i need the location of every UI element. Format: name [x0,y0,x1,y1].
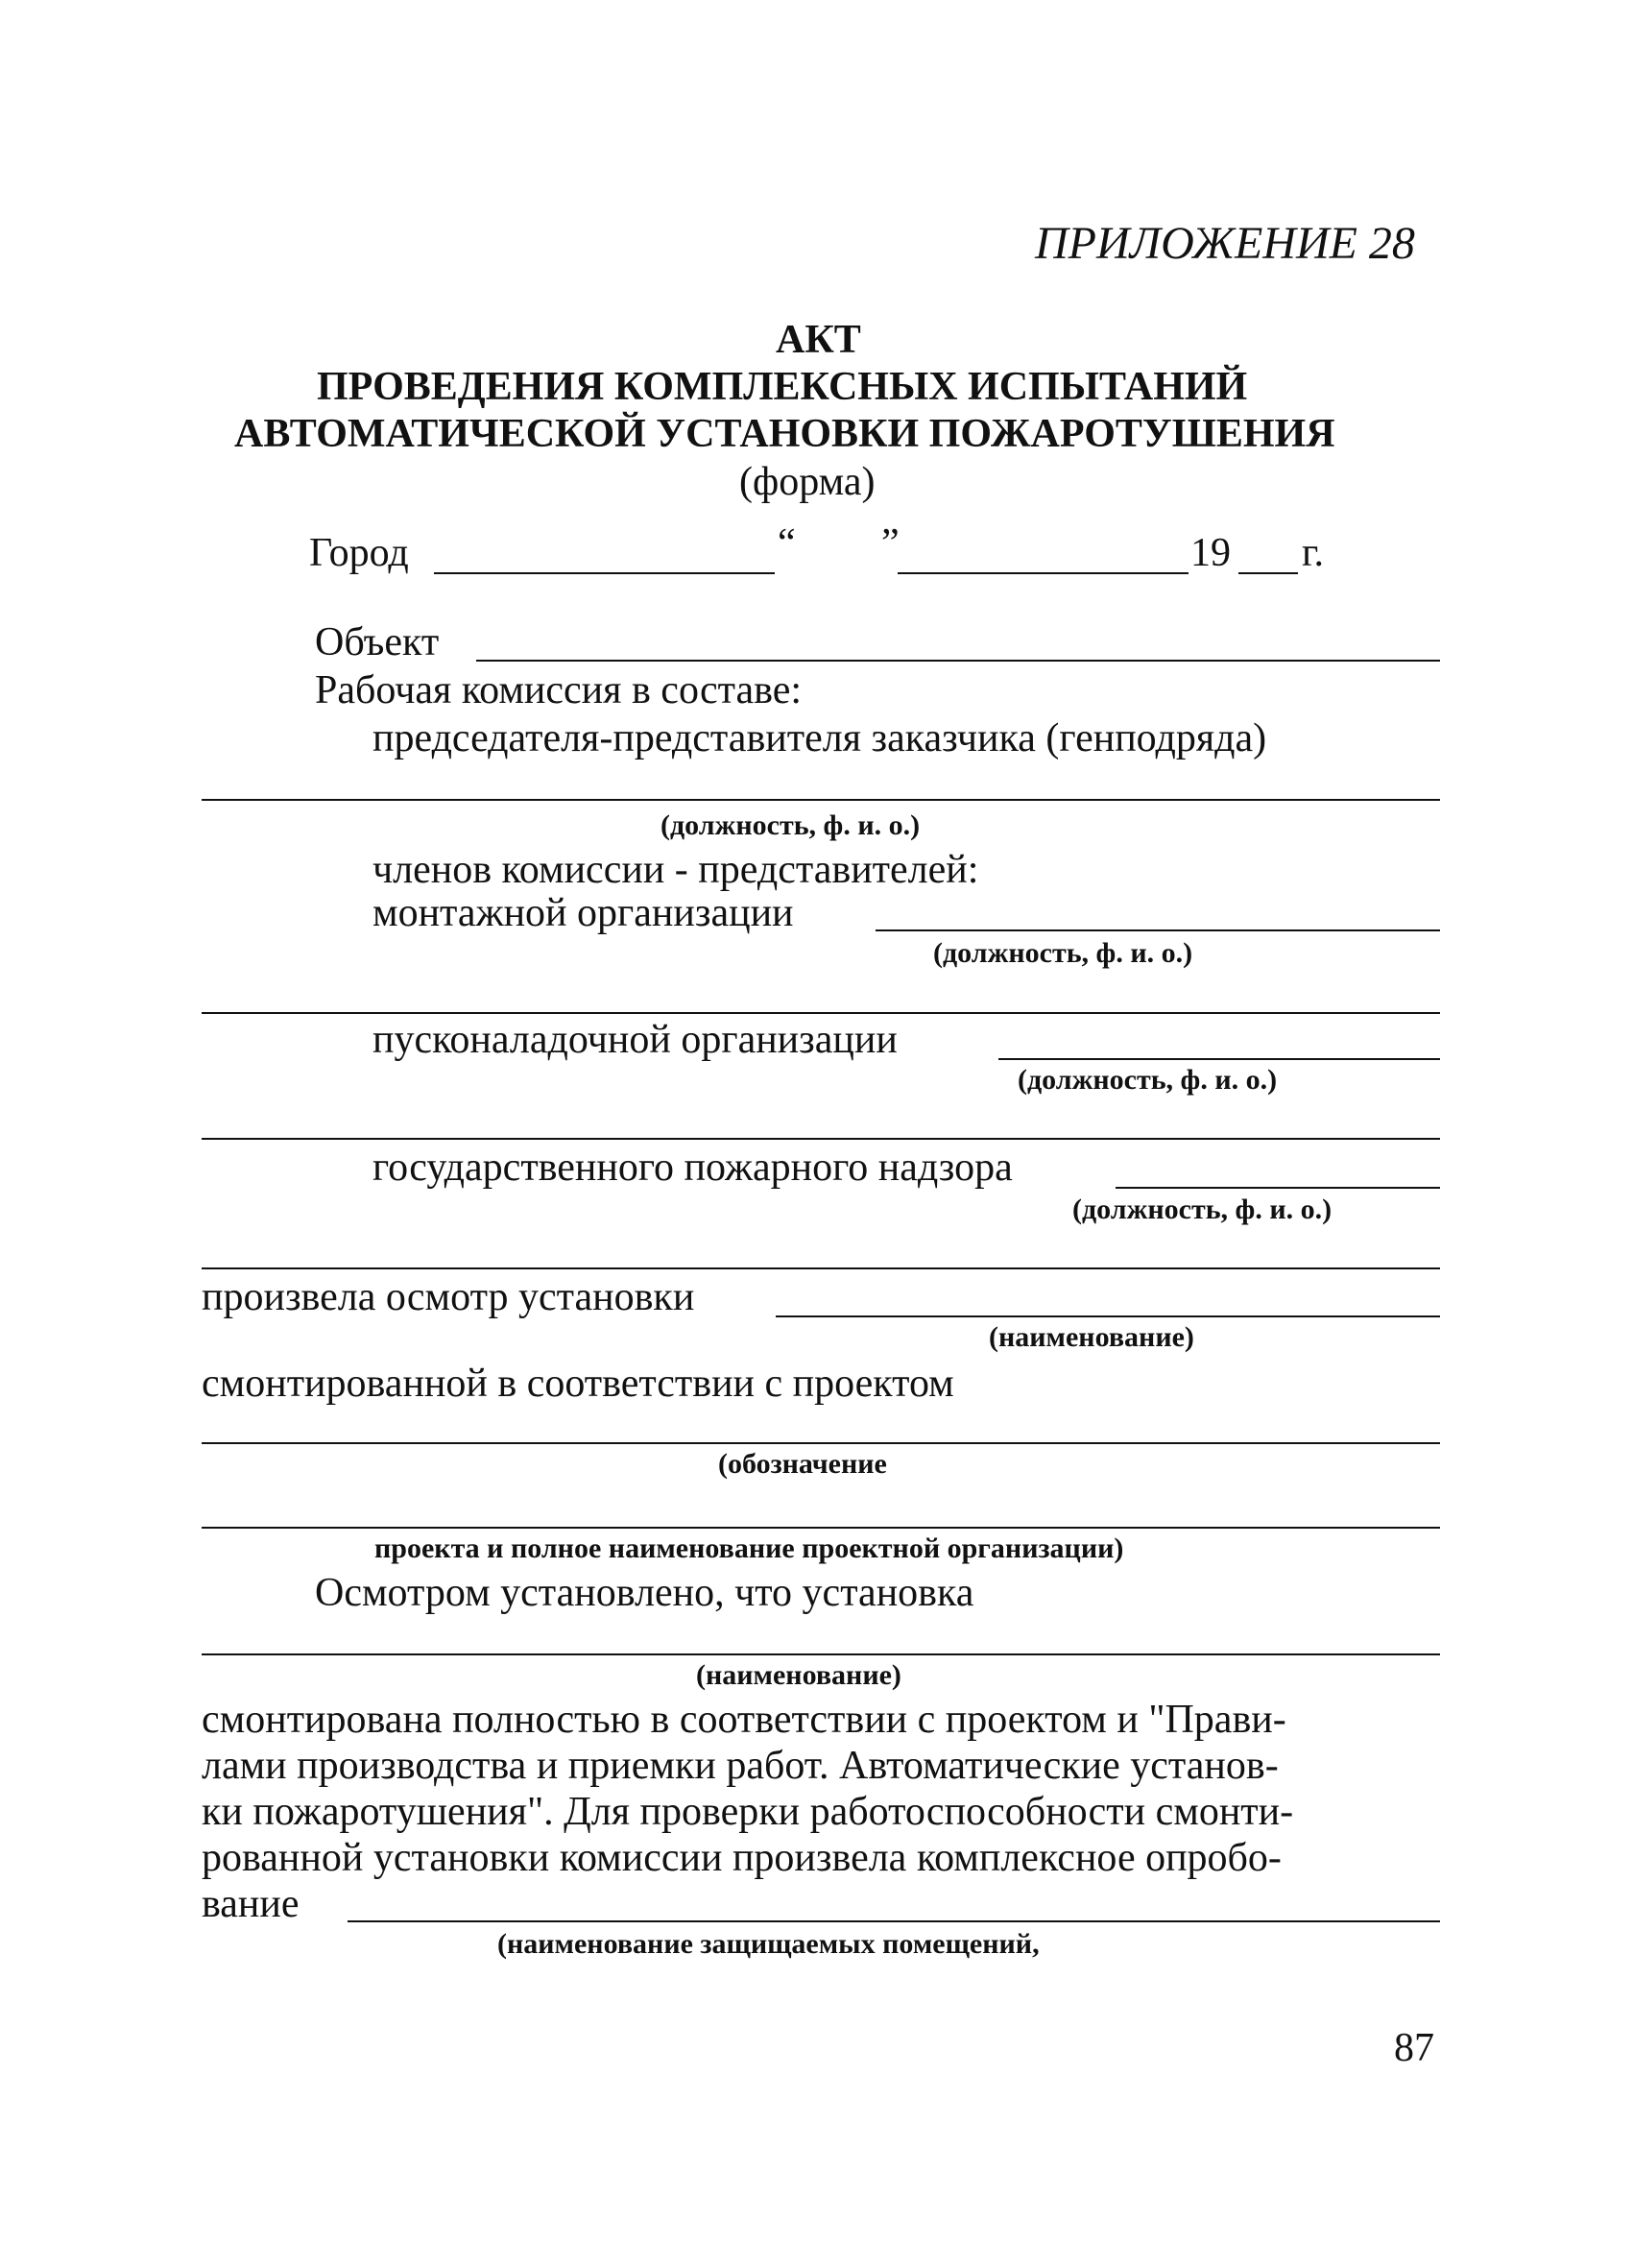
rooms-caption: (наименование защищаемых помещений, [497,1928,1040,1960]
commissioning-org-caption: (должность, ф. и. о.) [1018,1064,1278,1096]
date-quote-close: ” [881,521,900,566]
mounting-org-blank-line-2 [202,1012,1440,1014]
chairman-blank-line [202,799,1440,801]
mounting-org-blank-line [876,929,1440,931]
paragraph-line-1: смонтирована полностью в соответствии с проектом и "Прави- [202,1698,1286,1742]
commissioning-org-blank-line-2 [202,1138,1440,1140]
fire-supervision-label: государственного пожарного надзора [372,1146,1013,1190]
chairman-caption: (должность, ф. и. о.) [660,809,921,841]
city-label: Город [309,531,409,575]
installation-blank-line [202,1653,1440,1655]
mounted-per-project-label: смонтированной в соответствии с проектом [202,1362,954,1406]
city-blank-line [434,572,775,574]
project-org-caption: проекта и полное наименование проектной организации) [374,1532,1124,1564]
members-label: членов комиссии - представителей: [372,848,979,892]
fire-supervision-blank-line [1116,1187,1440,1189]
date-quote-open: “ [778,521,796,566]
paragraph-line-4: рованной установки комиссии произвела комплексное опробо- [202,1836,1282,1880]
commissioning-org-label: пусконаладочной организации [372,1018,898,1062]
date-blank-line [898,572,1189,574]
project-designation-caption: (обозначение [718,1448,887,1480]
installation-name-caption: (наименование) [989,1321,1194,1353]
rooms-blank-line [348,1920,1440,1922]
project-designation-blank-line [202,1442,1440,1444]
inspection-found-label: Осмотром установлено, что установка [315,1571,974,1615]
fire-supervision-blank-line-2 [202,1267,1440,1269]
paragraph-line-5: вание [202,1882,300,1926]
paragraph-line-3: ки пожаротушения". Для проверки работоспособности смонти- [202,1790,1294,1834]
form-label: (форма) [739,460,876,504]
document-title: АКТ [776,318,861,362]
inspected-label: произвела осмотр установки [202,1275,695,1319]
mounting-org-caption: (должность, ф. и. о.) [933,937,1193,969]
chairman-label: председателя-представителя заказчика (генподряда) [372,716,1267,760]
document-title-line3: АВТОМАТИЧЕСКОЙ УСТАНОВКИ ПОЖАРОТУШЕНИЯ [234,412,1335,456]
commission-intro: Рабочая комиссия в составе: [315,668,803,712]
commissioning-org-blank-line [998,1058,1440,1060]
paragraph-line-2: лами производства и приемки работ. Автоматические установ- [202,1744,1279,1788]
installation-name-blank-line [776,1315,1440,1317]
year-blank-line [1238,572,1298,574]
page-number: 87 [1394,2026,1434,2070]
project-org-blank-line [202,1527,1440,1529]
mounting-org-label: монтажной организации [372,891,794,935]
year-suffix: г. [1302,531,1324,575]
year-prefix: 19 [1190,531,1231,575]
installation-caption: (наименование) [696,1659,901,1691]
object-blank-line [476,660,1440,662]
document-title-line2: ПРОВЕДЕНИЯ КОМПЛЕКСНЫХ ИСПЫТАНИЙ [317,365,1248,409]
fire-supervision-caption: (должность, ф. и. о.) [1072,1194,1333,1225]
object-label: Объект [315,620,440,664]
appendix-label: ПРИЛОЖЕНИЕ 28 [1035,218,1415,269]
